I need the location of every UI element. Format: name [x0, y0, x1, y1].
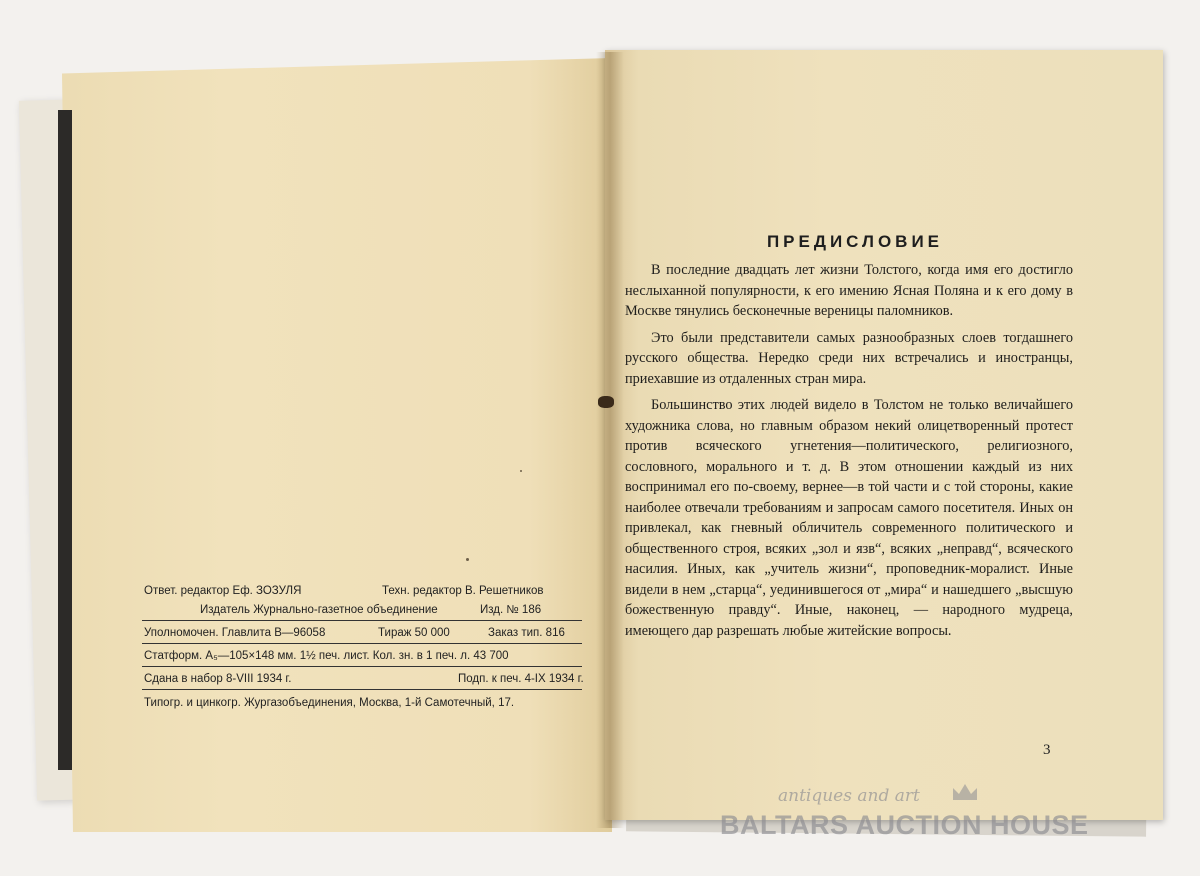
- page-number: 3: [1043, 742, 1051, 758]
- imprint-order: Заказ тип. 816: [488, 627, 565, 639]
- imprint-editor: Ответ. редактор Еф. ЗОЗУЛЯ: [144, 585, 302, 597]
- imprint-divider: [142, 666, 582, 667]
- imprint-censor: Уполномочен. Главлита В—96058: [144, 627, 326, 639]
- imprint-divider: [142, 643, 582, 644]
- imprint-edition-number: Изд. № 186: [480, 604, 542, 616]
- left-page: [62, 58, 612, 832]
- imprint-print-date: Подп. к печ. 4-IX 1934 г.: [458, 673, 584, 685]
- foreword-text: [625, 260, 1073, 647]
- imprint-row: [142, 694, 582, 713]
- paper-speck: [466, 558, 469, 561]
- imprint-block: [142, 582, 582, 713]
- cover-spine-dark: [58, 110, 72, 770]
- paragraph: В последние двадцать лет жизни Толстого, когда имя его достигло неслыханной популярности, к его имению Ясная Поляна и к его дому в Москве тянулись бесконечные вереницы паломников.: [625, 262, 1073, 319]
- paragraph: Большинство этих людей видело в Толстом не только величайшего художника слова, но главным образом некий олицетворенный протест против всяческого угнетения—политического, религиозного, сословного, морального и т. д. В этом отношении каждый из них воспринимал его по-своему, вернее—в той части и с той стороны, какие наиболее отвечали требованиям и запросам самого посетителя. Иных он привлекал, как гневный обличитель современного политического и общественного строя, всяких „зол и язв“, всяких „неправд“, всяческого насилия. Иных, как „учитель жизни“, проповедник-моралист. Иные видели в нем „старца“, уединившегося от „мира“ и нашедшего „высшую божественную правду“. Иные, наконец, — народного мудреца, имеющего дар разрешать любые житейские вопросы.: [625, 397, 1073, 639]
- watermark-house-name: BALTARS AUCTION HOUSE: [720, 810, 1089, 840]
- book-gutter: [596, 52, 624, 828]
- imprint-row: [142, 601, 582, 620]
- imprint-row: [142, 670, 582, 689]
- watermark-tagline: antiques and art: [778, 786, 920, 806]
- imprint-divider: [142, 620, 582, 621]
- imprint-publisher: Издатель Журнально-газетное объединение: [200, 604, 438, 616]
- chapter-heading: ПРЕДИСЛОВИЕ: [766, 232, 944, 251]
- paper-speck: [520, 470, 522, 472]
- imprint-printing-house: Типогр. и цинкогр. Жургазобъединения, Москва, 1-й Самотечный, 17.: [144, 697, 515, 709]
- auction-watermark: [720, 786, 1120, 846]
- imprint-row: [142, 647, 582, 666]
- crown-icon: [950, 780, 980, 806]
- imprint-typeset-date: Сдана в набор 8-VIII 1934 г.: [144, 673, 292, 685]
- imprint-row: [142, 582, 582, 601]
- staple-hole: [598, 396, 614, 408]
- imprint-row: [142, 624, 582, 643]
- paragraph: Это были представители самых разнообразных слоев тогдашнего русского общества. Нередко среди них встречались и иностранцы, приехавшие из отдаленных стран мира.: [625, 329, 1073, 387]
- imprint-print-run: Тираж 50 000: [378, 627, 450, 639]
- imprint-format: Статформ. А₅—105×148 мм. 1½ печ. лист. Кол. зн. в 1 печ. л. 43 700: [144, 650, 509, 662]
- imprint-tech-editor: Техн. редактор В. Решетников: [382, 585, 544, 597]
- imprint-divider: [142, 689, 582, 690]
